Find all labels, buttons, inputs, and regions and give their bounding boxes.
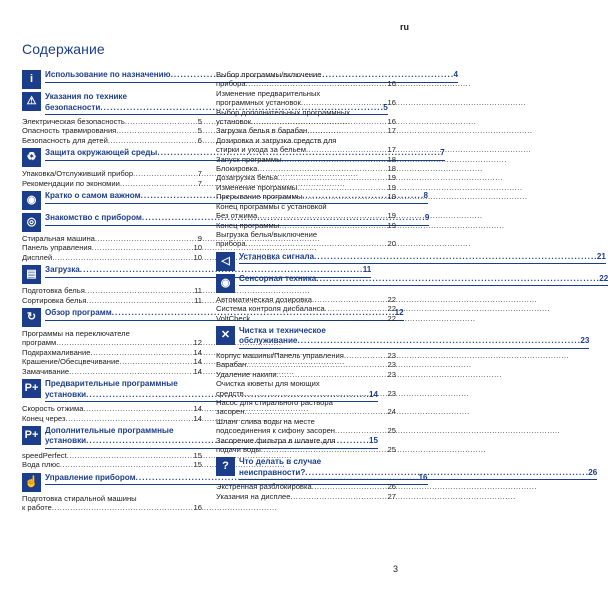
label-text: Рекомендации по экономии xyxy=(22,178,120,188)
section-heading-text xyxy=(239,252,606,265)
dot-leader xyxy=(246,239,387,248)
label-text: Выгрузка белья/выключение xyxy=(216,229,318,239)
label-text: Использование по назначению xyxy=(45,70,171,79)
label-text: Опасность травмирования xyxy=(22,126,117,136)
p-plus-icon: P+ xyxy=(22,379,41,398)
program-icon: ↻ xyxy=(22,308,41,327)
hand-icon: ☝ xyxy=(22,473,41,492)
entry-page: 19 xyxy=(387,220,396,230)
dot-leader xyxy=(307,126,386,135)
dot-leader xyxy=(87,296,194,305)
dot-leader xyxy=(52,503,193,512)
label-text: Система контроля дисбаланса xyxy=(216,304,325,314)
toc-entry[interactable] xyxy=(216,136,396,155)
dot-leader xyxy=(119,357,192,366)
dot-leader xyxy=(125,117,197,126)
entry-page: 16 xyxy=(387,79,396,89)
toc-entry[interactable] xyxy=(216,230,396,249)
toc-entry[interactable] xyxy=(216,417,396,436)
section-page: 16 xyxy=(418,472,428,482)
dot-leader xyxy=(257,164,386,173)
dot-leader xyxy=(302,192,386,201)
toc-section xyxy=(216,251,606,271)
toc-entry[interactable] xyxy=(216,351,396,360)
entry-page: 14 xyxy=(193,413,202,423)
label-text: подсоединения к сифону засорен xyxy=(216,426,336,436)
label-text: Дополнительные программные xyxy=(45,425,174,435)
entry-page: 16 xyxy=(193,503,202,513)
toc-entry[interactable] xyxy=(216,202,396,221)
label-text: Экстренная разблокировка xyxy=(216,482,312,492)
toc-entry[interactable] xyxy=(216,379,396,398)
toc-section xyxy=(216,70,396,249)
label-text: Загрузка белья в барабан xyxy=(216,126,308,136)
dot-leader xyxy=(335,426,387,435)
label-text: Конец программы xyxy=(216,220,280,230)
label-text: Корпус машины/Панель управления xyxy=(216,350,344,360)
label-text: Упаковка/Отслуживший прибор xyxy=(22,169,134,179)
section-page: 14 xyxy=(369,389,379,399)
entry-page: 17 xyxy=(387,145,396,155)
label-text: Вода плюс xyxy=(22,460,60,470)
entry-page: 5 xyxy=(197,126,202,136)
toc-entry[interactable] xyxy=(216,155,396,164)
dot-leader xyxy=(325,304,387,313)
toc-entry[interactable] xyxy=(216,89,396,108)
label-text: Скорость отжима xyxy=(22,404,84,414)
label-text: Барабан xyxy=(216,360,247,370)
entry-page: 27 xyxy=(387,491,396,501)
label-text: Очистка кюветы для моющих xyxy=(216,379,320,389)
dot-leader xyxy=(279,221,386,230)
label-text: Загрузка xyxy=(45,265,80,275)
dot-leader xyxy=(133,169,197,178)
toc-entry[interactable] xyxy=(216,482,396,491)
section-page: 8 xyxy=(423,191,429,201)
toc-entry[interactable] xyxy=(22,117,202,126)
label-text: прибора xyxy=(216,79,246,89)
label-text: Изменение предварительных xyxy=(216,88,321,98)
page-number: 3 xyxy=(392,564,398,574)
dot-leader xyxy=(56,338,192,347)
dot-leader xyxy=(312,295,387,304)
laundry-icon: ▤ xyxy=(22,265,41,284)
section-page: 23 xyxy=(580,336,590,346)
dot-leader xyxy=(85,286,193,295)
entry-page: 6 xyxy=(197,135,202,145)
entry-page: 25 xyxy=(387,426,396,436)
label-text: установки xyxy=(45,436,87,446)
dot-leader xyxy=(305,468,587,479)
toc-entry[interactable] xyxy=(22,414,202,423)
dot-leader xyxy=(344,351,387,360)
section-page: 21 xyxy=(596,251,606,261)
toc-entry[interactable] xyxy=(216,295,396,304)
label-text: средств xyxy=(216,388,244,398)
entry-page: 23 xyxy=(387,360,396,370)
dot-leader xyxy=(314,252,596,263)
dot-leader xyxy=(83,404,192,413)
toc-entry[interactable] xyxy=(22,286,202,295)
dot-leader xyxy=(301,98,387,107)
label-text: Стиральная машина xyxy=(22,234,95,244)
entry-page: 23 xyxy=(387,369,396,379)
entry-page: 14 xyxy=(193,366,202,376)
dot-leader xyxy=(244,407,386,416)
label-text: Насос для стирального раствора xyxy=(216,397,333,407)
section-heading-text xyxy=(239,274,608,287)
section-heading-text xyxy=(239,457,597,480)
label-text: Дозировка и загрузка средств для xyxy=(216,135,337,145)
toc-entry[interactable] xyxy=(216,492,396,501)
dot-leader xyxy=(92,243,193,252)
label-text: Засорение фильтра в шланге для xyxy=(216,435,336,445)
entry-page: 12 xyxy=(193,338,202,348)
sensor-icon: ◉ xyxy=(216,274,235,293)
info-icon: i xyxy=(22,70,41,89)
entry-page: 18 xyxy=(387,154,396,164)
label-text: Обзор программ xyxy=(45,308,112,318)
toc-entry[interactable] xyxy=(22,169,202,178)
section-page: 5 xyxy=(383,102,388,112)
entry-page: 14 xyxy=(193,347,202,357)
cleaning-icon: ✕ xyxy=(216,326,235,345)
label-text: Подкрахмаливание xyxy=(22,347,91,357)
label-text: Указания на дисплее xyxy=(216,491,291,501)
entry-page: 10 xyxy=(193,243,202,253)
label-text: Чистка и техническое xyxy=(239,325,326,335)
label-text: Удаление накипи xyxy=(216,369,277,379)
entry-page: 19 xyxy=(387,182,396,192)
label-text: Замачивание xyxy=(22,366,70,376)
label-text: Шланг слива воды на месте xyxy=(216,416,315,426)
toc-entry[interactable] xyxy=(22,451,202,460)
toc-entry[interactable] xyxy=(22,404,202,413)
environment-icon: ♻ xyxy=(22,148,41,167)
label-text: Выбор дополнительных программных xyxy=(216,107,351,117)
toc-entry[interactable] xyxy=(22,136,202,145)
toc-entry[interactable] xyxy=(216,304,396,313)
entry-page: 22 xyxy=(387,313,396,323)
toc-entry[interactable] xyxy=(216,436,396,455)
toc-entry[interactable] xyxy=(22,234,202,243)
entry-page: 15 xyxy=(193,450,202,460)
dot-leader xyxy=(60,460,193,469)
dot-leader xyxy=(120,179,197,188)
entry-page: 25 xyxy=(387,445,396,454)
label-text: VoltCheck xyxy=(216,313,251,323)
language-code: ru xyxy=(400,22,409,32)
section-heading[interactable] xyxy=(216,251,606,271)
toc-entry[interactable] xyxy=(216,126,396,135)
entry-page: 5 xyxy=(197,117,202,126)
dot-leader xyxy=(257,211,386,220)
label-text: Сортировка белья xyxy=(22,295,87,305)
label-text: Программы на переключателе xyxy=(22,329,130,339)
label-text: прибора xyxy=(216,239,246,249)
dot-leader xyxy=(316,274,598,285)
label-text: программ xyxy=(22,338,57,348)
label-text: Выбор программы/включение xyxy=(216,70,322,79)
label-text: неисправности? xyxy=(239,467,306,477)
label-text: к работе xyxy=(22,503,52,513)
toc-entry[interactable] xyxy=(22,126,202,135)
toc-entry[interactable] xyxy=(22,348,202,357)
label-text: Предварительные программные xyxy=(45,379,178,389)
label-text: Конец через xyxy=(22,413,66,423)
label-text: Прерывание программы xyxy=(216,192,303,202)
label-text: установок xyxy=(216,117,252,127)
entry-page: 11 xyxy=(194,286,202,296)
dot-leader xyxy=(90,348,192,357)
label-text: Установка сигнала xyxy=(239,251,314,261)
label-text: Сенсорная техника xyxy=(239,273,317,283)
label-text: безопасности xyxy=(45,102,101,112)
label-text: Изменение программы xyxy=(216,182,298,192)
dot-leader xyxy=(261,445,387,454)
toc-entry[interactable] xyxy=(22,329,202,348)
entry-page: 16 xyxy=(387,98,396,108)
label-text: Электрическая безопасность xyxy=(22,117,125,126)
toc-entry[interactable] xyxy=(22,357,202,366)
section-page: 7 xyxy=(440,148,445,158)
section-heading-text xyxy=(239,326,589,349)
label-text: засорен xyxy=(216,407,245,417)
entry-page: 14 xyxy=(193,404,202,414)
toc-entry[interactable] xyxy=(22,179,202,188)
entry-page: 14 xyxy=(193,357,202,367)
dot-leader xyxy=(250,314,386,323)
dot-leader xyxy=(69,367,192,376)
toc-entry[interactable] xyxy=(22,460,202,469)
toc-entry[interactable] xyxy=(216,183,396,192)
toc-entry[interactable] xyxy=(22,494,202,513)
label-text: Подготовка стиральной машины xyxy=(22,493,137,503)
toc-entry[interactable] xyxy=(22,367,202,376)
toc-entry[interactable] xyxy=(216,108,396,127)
dot-leader xyxy=(282,155,387,164)
toc-entry[interactable] xyxy=(216,370,396,379)
label-text: Дозагрузка белья xyxy=(216,173,278,183)
entry-page: 7 xyxy=(197,178,202,188)
label-text: Запуск программы xyxy=(216,154,282,164)
dot-leader xyxy=(67,451,193,460)
label-text: Блокировка xyxy=(216,164,258,174)
toc-entry[interactable] xyxy=(216,173,396,182)
entry-page: 15 xyxy=(193,460,202,470)
label-text: Конец программы с установкой xyxy=(216,201,327,211)
entry-page: 23 xyxy=(387,388,396,398)
section-page: 4 xyxy=(453,70,459,79)
dot-leader xyxy=(278,173,387,182)
label-text: Указания по технике xyxy=(45,92,127,101)
label-text: Знакомство с прибором xyxy=(45,213,142,223)
section-page: 9 xyxy=(424,213,430,223)
label-text: программных установок xyxy=(216,98,301,108)
p-plus-icon: P+ xyxy=(22,426,41,445)
label-text: speedPerfect xyxy=(22,450,67,460)
toc-entry[interactable] xyxy=(216,70,396,89)
label-text: Безопасность для детей xyxy=(22,135,108,145)
entry-page: 22 xyxy=(387,294,396,304)
label-text: стирки и ухода за бельем xyxy=(216,145,306,155)
label-text: Без отжима xyxy=(216,211,258,221)
section-page: 26 xyxy=(588,467,598,477)
entry-page: 17 xyxy=(387,126,396,136)
dot-leader xyxy=(306,145,387,154)
dot-leader xyxy=(251,117,387,126)
section-page: 22 xyxy=(599,273,608,283)
section-page: 12 xyxy=(394,308,404,318)
dot-leader xyxy=(65,414,192,423)
dot-leader xyxy=(116,126,196,135)
toc-entry[interactable] xyxy=(216,164,396,173)
dot-leader xyxy=(290,492,386,501)
dot-leader xyxy=(95,234,197,243)
toc-entry[interactable] xyxy=(216,398,396,417)
label-text: Что делать в случае xyxy=(239,457,322,467)
dot-leader xyxy=(246,79,387,88)
entry-page: 23 xyxy=(387,350,396,360)
toc-entry[interactable] xyxy=(216,360,396,369)
entry-page: 16 xyxy=(387,117,396,127)
entry-page: 7 xyxy=(197,169,202,179)
entry-page: 9 xyxy=(197,234,202,244)
dot-leader xyxy=(312,482,387,491)
label-text: Крашение/Обесцвечивание xyxy=(22,357,120,367)
toc-entry[interactable] xyxy=(216,314,396,323)
section-page: 15 xyxy=(369,436,379,446)
label-text: подачи воды xyxy=(216,445,261,454)
toc-section xyxy=(216,325,590,454)
entry-page: 22 xyxy=(387,304,396,314)
question-icon: ? xyxy=(216,457,235,476)
toc-entry[interactable] xyxy=(216,192,396,201)
label-text: Управление прибором xyxy=(45,472,136,482)
entry-page: 18 xyxy=(387,164,396,174)
label-text: Подготовка белья xyxy=(22,286,85,296)
section-heading[interactable] xyxy=(216,273,608,293)
entry-page: 20 xyxy=(387,239,396,249)
dot-leader xyxy=(297,183,386,192)
warning-icon: ⚠ xyxy=(22,92,41,111)
entry-page: 11 xyxy=(194,295,202,305)
label-text: Дисплей xyxy=(22,252,53,262)
toc-entry[interactable] xyxy=(22,296,202,305)
speaker-icon: ◁ xyxy=(216,252,235,271)
toc-entry[interactable] xyxy=(22,253,202,262)
eye-icon: ◉ xyxy=(22,191,41,210)
section-heading[interactable] xyxy=(216,325,590,349)
entry-page: 24 xyxy=(387,407,396,417)
entry-page: 10 xyxy=(193,252,202,262)
label-text: Автоматическая дозировка xyxy=(216,294,312,304)
page-title: Содержание xyxy=(22,41,105,57)
dot-leader xyxy=(277,370,387,379)
entry-page: 19 xyxy=(387,192,396,202)
section-page: 11 xyxy=(362,265,372,275)
dot-leader xyxy=(246,360,386,369)
toc-entry[interactable] xyxy=(216,221,396,230)
entry-page: 19 xyxy=(387,173,396,183)
entry-page: 26 xyxy=(387,482,396,492)
label-text: установки xyxy=(45,389,87,399)
entry-page: 19 xyxy=(387,211,396,221)
dot-leader xyxy=(52,253,192,262)
label-text: Защита окружающей среды xyxy=(45,148,158,158)
washer-icon: ◎ xyxy=(22,213,41,232)
label-text: Панель управления xyxy=(22,243,92,253)
toc-entry[interactable] xyxy=(22,243,202,252)
dot-leader xyxy=(297,336,579,347)
label-text: обслуживание xyxy=(239,336,298,346)
label-text: Кратко о самом важном xyxy=(45,191,141,201)
dot-leader xyxy=(244,389,387,398)
dot-leader xyxy=(108,136,197,145)
